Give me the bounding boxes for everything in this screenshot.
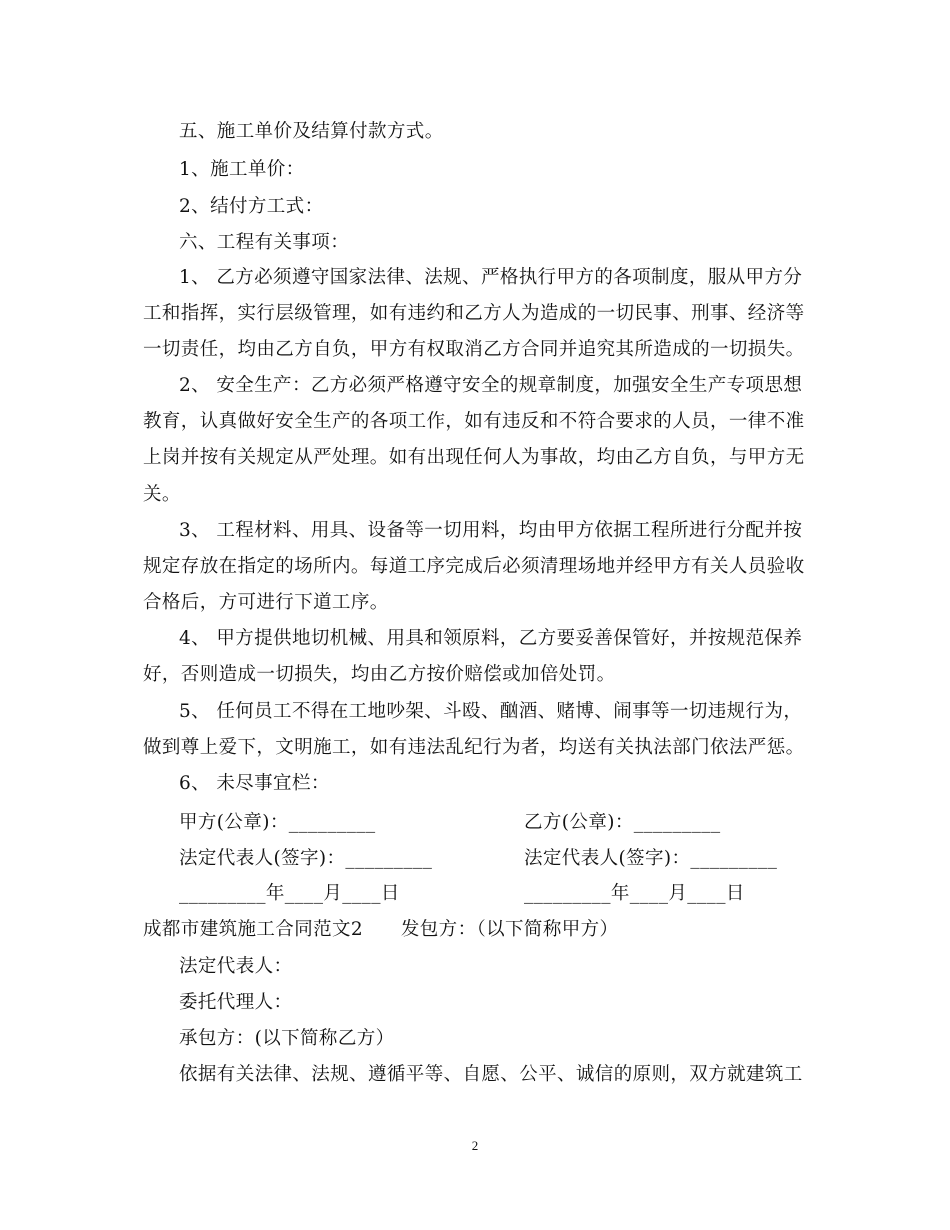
paragraph-3-line: 规定存放在指定的场所内。每道工序完成后必须清理场地并经甲方有关人员验收 (143, 556, 805, 577)
paragraph-1-line: 工和指挥，实行层级管理，如有违约和乙方人为造成的一切民事、刑事、经济等 (143, 303, 805, 324)
contract2-title-line: 成都市建筑施工合同范文2 发包方：（以下简称甲方） (143, 919, 619, 940)
contract2-contractor: 承包方：(以下简称乙方） (179, 1028, 395, 1049)
paragraph-5-line: 5、 任何员工不得在工地吵架、斗殴、酗酒、赌博、闹事等一切违规行为， (179, 701, 803, 722)
paragraph-1-line: 1、 乙方必须遵守国家法律、法规、严格执行甲方的各项制度，服从甲方分 (179, 267, 803, 288)
contract2-basis: 依据有关法律、法规、遵循平等、自愿、公平、诚信的原则，双方就建筑工 (179, 1064, 803, 1085)
party-a-date: _________年____月____日 (179, 883, 400, 904)
paragraph-6: 6、 未尽事宜栏： (179, 773, 330, 794)
section5-item2: 2、结付方工式： (179, 196, 324, 217)
page-number: 2 (471, 1138, 479, 1153)
paragraph-2-line: 关。 (143, 484, 181, 505)
paragraph-3-line: 合格后，方可进行下道工序。 (143, 592, 389, 613)
party-b-representative: 法定代表人(签字)：_________ (524, 848, 778, 869)
paragraph-4-line: 4、 甲方提供地切机械、用具和领原料，乙方要妥善保管好，并按规范保养 (179, 628, 803, 649)
paragraph-4-line: 好，否则造成一切损失，均由乙方按价赔偿或加倍处罚。 (143, 664, 616, 685)
contract2-agent: 委托代理人： (179, 992, 293, 1013)
party-b-seal: 乙方(公章)：_________ (524, 812, 721, 833)
paragraph-1-line: 一切责任，均由乙方自负，甲方有权取消乙方合同并追究其所造成的一切损失。 (143, 339, 805, 360)
party-b-date: _________年____月____日 (524, 883, 745, 904)
section6-heading: 六、工程有关事项： (179, 232, 350, 253)
paragraph-3-line: 3、 工程材料、用具、设备等一切用料，均由甲方依据工程所进行分配并按 (179, 520, 803, 541)
section5-heading: 五、施工单价及结算付款方式。 (179, 121, 444, 142)
paragraph-5-line: 做到尊上爱下，文明施工，如有违法乱纪行为者，均送有关执法部门依法严惩。 (143, 737, 805, 758)
party-a-seal: 甲方(公章)：_________ (179, 812, 376, 833)
contract2-legal-representative: 法定代表人： (179, 956, 293, 977)
paragraph-2-line: 上岗并按有关规定从严处理。如有出现任何人为事故，均由乙方自负，与甲方无 (143, 447, 805, 468)
party-a-representative: 法定代表人(签字)：_________ (179, 848, 433, 869)
paragraph-2-line: 2、 安全生产：乙方必须严格遵守安全的规章制度，加强安全生产专项思想 (179, 375, 803, 396)
paragraph-2-line: 教育，认真做好安全生产的各项工作，如有违反和不符合要求的人员，一律不准 (143, 411, 805, 432)
section5-item1: 1、施工单价： (179, 159, 305, 180)
